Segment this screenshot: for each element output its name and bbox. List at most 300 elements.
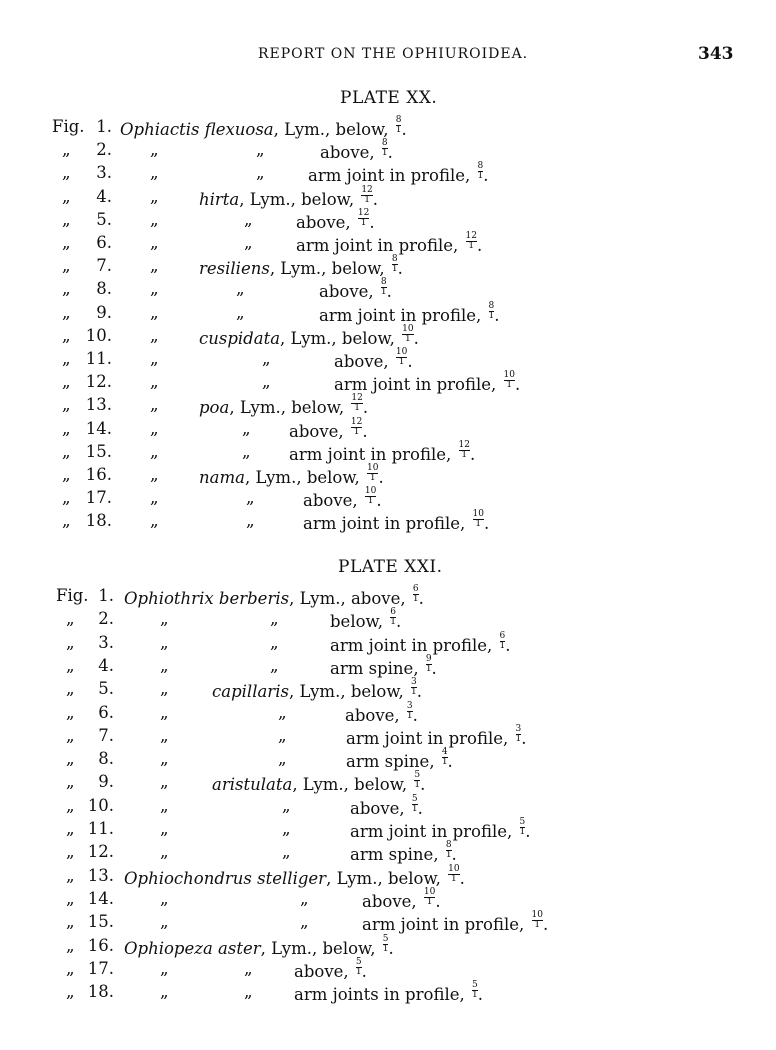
author-citation: , Lym., [280, 328, 342, 348]
magnification-numerator: 10 [448, 863, 460, 874]
ditto-mark: „ [150, 140, 159, 160]
figure-caption: Ophiactis flexuosa, Lym., below, $\frac{8}{1}$ . [120, 115, 407, 139]
view-description: above, $\frac{3}{1}$ . [345, 700, 418, 725]
figure-entry [0, 608, 776, 630]
magnification [361, 186, 372, 205]
species-name: aristulata [212, 775, 293, 795]
ditto-mark: „ [282, 842, 291, 862]
figure-number: 17. [87, 958, 114, 978]
figure-caption: poa, Lym., below, $\frac{12}{1}$ . [199, 393, 369, 418]
genus-name: Ophiochondrus [124, 868, 252, 888]
magnification [392, 255, 398, 274]
magnification-numerator: 9 [425, 653, 432, 664]
figure-number: 12. [85, 372, 112, 392]
ditto-mark: „ [160, 609, 169, 629]
magnification [442, 748, 448, 767]
figure-entry [0, 818, 776, 840]
ditto-mark: „ [62, 465, 71, 484]
ditto-mark: „ [160, 725, 169, 745]
ditto-mark: „ [62, 511, 71, 531]
figure-label: Fig. [56, 586, 89, 605]
magnification-denominator: 1 [361, 195, 372, 205]
ditto-mark: „ [62, 186, 71, 206]
figure-number: 15. [87, 912, 114, 932]
ditto-mark: „ [242, 441, 251, 461]
magnification-denominator: 1 [358, 218, 369, 228]
ditto-mark: „ [270, 609, 279, 629]
figure-entry [0, 302, 776, 324]
ditto-mark: „ [150, 279, 159, 299]
figure-entry [0, 748, 776, 770]
figure-entry [0, 209, 776, 231]
ditto-mark: „ [160, 819, 169, 838]
ditto-mark: „ [300, 912, 309, 932]
ditto-mark: „ [256, 140, 265, 160]
magnification [459, 441, 470, 460]
magnification-denominator: 1 [472, 990, 478, 1001]
ditto-mark: „ [270, 632, 279, 652]
ditto-mark: „ [66, 982, 75, 1002]
figure-entry [0, 655, 776, 677]
genus-name: Ophiopeza [124, 938, 213, 958]
ditto-mark: „ [66, 749, 75, 769]
ditto-mark: „ [256, 163, 265, 183]
ditto-mark: „ [66, 958, 75, 978]
magnification-denominator: 1 [445, 850, 452, 861]
author-citation: , Lym., [239, 189, 302, 209]
magnification [411, 678, 417, 697]
author-citation: , Lym., [244, 468, 307, 487]
ditto-mark: „ [150, 349, 159, 368]
magnification [426, 655, 432, 674]
magnification [448, 865, 459, 884]
figure-number: 9. [98, 772, 114, 792]
figure-number: 1. [98, 586, 114, 605]
view-description: arm spine, $\frac{8}{1}$ . [350, 840, 457, 865]
ditto-mark: „ [262, 349, 271, 368]
magnification-denominator: 1 [515, 733, 522, 744]
figure-caption: resiliens, Lym., below, $\frac{8}{1}$ . [199, 254, 403, 279]
magnification-numerator: 10 [503, 370, 515, 381]
view-description: below, $\frac{6}{1}$ . [330, 607, 402, 632]
ditto-mark: „ [66, 912, 75, 932]
ditto-mark: „ [62, 279, 71, 299]
ditto-mark: „ [270, 655, 279, 675]
figure-entry [0, 981, 776, 1003]
ditto-mark: „ [160, 702, 169, 722]
figure-number: 6. [98, 702, 114, 722]
ditto-mark: „ [160, 795, 169, 815]
ditto-mark: „ [62, 418, 71, 438]
figure-caption: Ophiochondrus stelliger, Lym., below, $\frac{10}{1}$ . [124, 863, 465, 888]
ditto-mark: „ [150, 325, 159, 345]
magnification [351, 394, 362, 413]
view-description: arm joint in profile, $\frac{12}{1}$ . [289, 439, 476, 464]
figure-entry [0, 911, 776, 933]
view-description: below, [387, 868, 441, 888]
magnification-denominator: 1 [477, 171, 484, 182]
view-description: below, [306, 468, 360, 487]
ditto-mark: „ [160, 679, 169, 699]
magnification-denominator: 1 [441, 757, 448, 768]
ditto-mark: „ [62, 256, 71, 276]
running-title: REPORT ON THE OPHIUROIDEA. [258, 46, 529, 62]
figure-number: 2. [96, 140, 112, 160]
magnification-denominator: 1 [488, 310, 495, 321]
magnification-numerator: 12 [458, 439, 470, 450]
ditto-mark: „ [244, 958, 253, 978]
magnification [365, 487, 376, 506]
ditto-mark: „ [160, 632, 169, 652]
magnification-denominator: 1 [390, 617, 396, 628]
ditto-mark: „ [62, 395, 71, 415]
ditto-mark: „ [66, 772, 75, 792]
view-description: arm joint in profile, $\frac{3}{1}$ . [346, 723, 527, 748]
figure-number: 3. [98, 632, 114, 652]
magnification-numerator: 3 [411, 677, 417, 688]
figure-entry [0, 116, 776, 138]
ditto-mark: „ [160, 912, 169, 932]
view-description: below, [354, 775, 408, 795]
magnification-denominator: 1 [448, 874, 459, 884]
figure-number: 15. [85, 441, 112, 461]
page-number: 343 [698, 44, 734, 64]
magnification [407, 702, 413, 721]
ditto-mark: „ [150, 186, 159, 206]
magnification-denominator: 1 [411, 803, 418, 814]
ditto-mark: „ [66, 655, 75, 675]
magnification-numerator: 8 [488, 300, 495, 311]
figure-entry [0, 841, 776, 863]
magnification-numerator: 8 [381, 138, 388, 149]
author-citation: , Lym., [269, 259, 332, 279]
magnification-numerator: 8 [391, 254, 398, 265]
view-description: below, [301, 189, 355, 209]
figure-number: 16. [85, 465, 112, 484]
figure-entry [0, 935, 776, 957]
ditto-mark: „ [62, 163, 71, 183]
magnification-numerator: 5 [411, 793, 418, 804]
ditto-mark: „ [62, 233, 71, 252]
figure-number: 18. [87, 982, 114, 1002]
magnification-numerator: 5 [414, 770, 421, 781]
ditto-mark: „ [160, 749, 169, 769]
magnification-denominator: 1 [367, 473, 378, 483]
species-name: flexuosa [204, 120, 274, 139]
magnification [478, 162, 484, 181]
ditto-mark: „ [150, 256, 159, 276]
figure-entry [0, 441, 776, 463]
figure-entry [0, 795, 776, 817]
ditto-mark: „ [150, 465, 159, 484]
magnification-denominator: 1 [351, 403, 362, 413]
magnification [396, 116, 402, 135]
figure-entry [0, 255, 776, 277]
magnification-numerator: 6 [499, 630, 506, 641]
view-description: arm joint in profile, $\frac{10}{1}$ . [334, 370, 521, 395]
magnification-denominator: 1 [391, 264, 398, 275]
magnification [412, 795, 418, 814]
magnification-denominator: 1 [381, 148, 388, 159]
figure-entry [0, 139, 776, 161]
figure-number: 8. [98, 749, 114, 769]
figure-number: 11. [87, 819, 114, 838]
author-citation: , Lym., [273, 120, 336, 139]
author-citation: , Lym., [292, 775, 355, 795]
figure-number: 14. [85, 418, 112, 438]
ditto-mark: „ [160, 982, 169, 1002]
view-description: arm joint in profile, $\frac{8}{1}$ . [308, 161, 489, 186]
magnification-denominator: 1 [473, 519, 484, 529]
magnification-numerator: 4 [441, 747, 448, 758]
ditto-mark: „ [246, 488, 255, 508]
ditto-mark: „ [282, 795, 291, 815]
magnification-numerator: 12 [350, 416, 363, 427]
magnification-denominator: 1 [402, 334, 413, 344]
magnification-numerator: 10 [531, 910, 543, 921]
ditto-mark: „ [66, 819, 75, 838]
magnification [504, 371, 515, 390]
author-citation: , Lym., [326, 868, 388, 888]
view-description: arm joint in profile, $\frac{10}{1}$ . [362, 910, 549, 935]
magnification-denominator: 1 [395, 125, 402, 135]
author-citation: , Lym., [289, 589, 351, 608]
view-description: below, [335, 120, 389, 139]
ditto-mark: „ [244, 982, 253, 1002]
magnification-numerator: 10 [472, 509, 484, 520]
view-description: arm spine, $\frac{9}{1}$ . [330, 653, 437, 678]
magnification-denominator: 1 [504, 380, 515, 390]
magnification-numerator: 10 [395, 347, 408, 357]
ditto-mark: „ [150, 488, 159, 508]
ditto-mark: „ [66, 795, 75, 815]
ditto-mark: „ [150, 209, 159, 229]
view-description: below, [341, 328, 395, 348]
magnification-numerator: 5 [355, 956, 362, 967]
magnification [367, 464, 378, 483]
ditto-mark: „ [150, 418, 159, 438]
species-name: berberis [218, 589, 290, 608]
species-name: hirta [199, 189, 240, 209]
figure-entry [0, 232, 776, 254]
ditto-mark: „ [150, 441, 159, 461]
plate-title: PLATE XX. [340, 88, 438, 108]
figure-caption: nama, Lym., below, $\frac{10}{1}$ . [199, 463, 384, 487]
ditto-mark: „ [236, 302, 245, 322]
figure-entry [0, 394, 776, 416]
ditto-mark: „ [278, 725, 287, 745]
magnification [446, 841, 452, 860]
ditto-mark: „ [160, 842, 169, 862]
figure-number: 13. [85, 395, 112, 415]
figure-entry [0, 865, 776, 887]
ditto-mark: „ [62, 372, 71, 392]
species-name: resiliens [199, 259, 270, 279]
view-description: above, $\frac{12}{1}$ . [289, 416, 368, 441]
magnification-numerator: 5 [472, 980, 478, 991]
figure-number: 4. [96, 186, 112, 206]
magnification-numerator: 10 [367, 463, 379, 473]
magnification [473, 510, 484, 529]
magnification [383, 935, 389, 954]
figure-number: 8. [96, 279, 112, 299]
figure-number: 18. [85, 511, 112, 531]
view-description: above, $\frac{8}{1}$ . [319, 277, 392, 302]
ditto-mark: „ [62, 441, 71, 461]
magnification-denominator: 1 [414, 780, 421, 791]
figure-entry [0, 678, 776, 700]
ditto-mark: „ [66, 888, 75, 908]
ditto-mark: „ [150, 372, 159, 392]
figure-number: 10. [87, 795, 114, 815]
ditto-mark: „ [300, 888, 309, 908]
magnification-numerator: 8 [445, 840, 452, 851]
view-description: arm joint in profile, $\frac{5}{1}$ . [350, 817, 531, 841]
view-description: below, [322, 938, 376, 958]
author-citation: , Lym., [288, 682, 351, 702]
view-description: above, $\frac{5}{1}$ . [350, 793, 423, 818]
view-description: above, $\frac{5}{1}$ . [294, 956, 367, 981]
ditto-mark: „ [160, 772, 169, 792]
magnification-numerator: 12 [351, 393, 363, 404]
magnification-denominator: 1 [411, 687, 417, 698]
figure-entry [0, 162, 776, 184]
ditto-mark: „ [150, 511, 159, 531]
magnification-denominator: 1 [365, 496, 376, 506]
ditto-mark: „ [150, 233, 159, 252]
ditto-mark: „ [282, 819, 291, 838]
magnification [516, 725, 522, 744]
magnification [358, 209, 369, 228]
figure-entry [0, 278, 776, 300]
magnification-numerator: 3 [515, 723, 522, 734]
figure-number: 10. [85, 325, 112, 345]
figure-entry [0, 771, 776, 793]
magnification [381, 278, 387, 297]
magnification-numerator: 6 [390, 607, 396, 618]
magnification-denominator: 1 [466, 241, 477, 251]
magnification-numerator: 10 [402, 323, 414, 334]
magnification-denominator: 1 [355, 966, 362, 977]
ditto-mark: „ [66, 609, 75, 629]
figure-entry [0, 888, 776, 910]
species-name: nama [199, 468, 245, 487]
magnification [382, 139, 388, 158]
ditto-mark: „ [62, 209, 71, 229]
magnification-numerator: 12 [357, 207, 370, 218]
view-description: above, $\frac{10}{1}$ . [334, 347, 413, 371]
magnification-denominator: 1 [519, 827, 526, 837]
magnification [390, 608, 396, 627]
figure-entry [0, 958, 776, 980]
ditto-mark: „ [244, 209, 253, 229]
view-description: arm spine, $\frac{4}{1}$ . [346, 747, 453, 772]
ditto-mark: „ [66, 679, 75, 699]
view-description: arm joint in profile, $\frac{10}{1}$ . [303, 509, 490, 534]
figure-number: 9. [96, 302, 112, 322]
magnification-denominator: 1 [532, 920, 543, 930]
figure-entry [0, 702, 776, 724]
ditto-mark: „ [150, 163, 159, 183]
figure-number: 4. [98, 655, 114, 675]
view-description: arm joint in profile, $\frac{8}{1}$ . [319, 300, 500, 325]
magnification-denominator: 1 [380, 287, 387, 298]
ditto-mark: „ [66, 935, 75, 955]
magnification-numerator: 8 [477, 161, 484, 172]
magnification-numerator: 8 [395, 115, 402, 125]
magnification-numerator: 12 [465, 231, 477, 241]
ditto-mark: „ [66, 865, 75, 885]
figure-entry [0, 325, 776, 347]
magnification-numerator: 3 [406, 700, 413, 711]
magnification [532, 911, 543, 930]
magnification [520, 818, 526, 837]
figure-label: Fig. [52, 117, 85, 136]
magnification [402, 325, 413, 344]
species-name: stelliger [257, 868, 327, 888]
magnification-numerator: 5 [519, 817, 526, 827]
ditto-mark: „ [244, 233, 253, 252]
figure-number: 7. [96, 256, 112, 276]
plate-title: PLATE XXI. [338, 557, 443, 577]
figure-caption: Ophiothrix berberis, Lym., above, $\frac{6}{1}$ . [124, 584, 424, 608]
figure-entry [0, 464, 776, 486]
magnification-numerator: 12 [361, 184, 373, 195]
figure-entry [0, 510, 776, 532]
figure-number: 17. [85, 488, 112, 508]
view-description: above, $\frac{10}{1}$ . [303, 486, 382, 511]
figure-number: 13. [87, 865, 114, 885]
ditto-mark: „ [160, 888, 169, 908]
view-description: above, $\frac{10}{1}$ . [362, 886, 441, 911]
ditto-mark: „ [262, 372, 271, 392]
figure-number: 1. [96, 117, 112, 136]
view-description: arm joint in profile, $\frac{12}{1}$ . [296, 231, 483, 255]
figure-entry [0, 348, 776, 370]
ditto-mark: „ [66, 725, 75, 745]
author-citation: , Lym., [229, 398, 292, 418]
ditto-mark: „ [62, 302, 71, 322]
magnification-numerator: 6 [412, 584, 419, 594]
ditto-mark: „ [62, 325, 71, 345]
figure-caption: Ophiopeza aster, Lym., below, $\frac{5}{1}$ . [124, 933, 394, 958]
ditto-mark: „ [150, 302, 159, 322]
figure-number: 16. [87, 935, 114, 955]
magnification-denominator: 1 [412, 594, 419, 604]
magnification [351, 418, 362, 437]
magnification-numerator: 10 [364, 486, 377, 497]
ditto-mark: „ [62, 349, 71, 368]
magnification [489, 302, 495, 321]
magnification-denominator: 1 [406, 710, 413, 721]
magnification [356, 958, 362, 977]
figure-number: 2. [98, 609, 114, 629]
magnification-denominator: 1 [459, 450, 470, 460]
magnification-numerator: 10 [423, 886, 436, 897]
view-description: above, $\frac{8}{1}$ . [320, 138, 393, 163]
view-description: below, [350, 682, 404, 702]
figure-caption: hirta, Lym., below, $\frac{12}{1}$ . [199, 184, 379, 209]
ditto-mark: „ [62, 488, 71, 508]
ditto-mark: „ [66, 702, 75, 722]
ditto-mark: „ [160, 958, 169, 978]
view-description: above, [350, 589, 406, 608]
magnification-denominator: 1 [424, 897, 435, 907]
magnification-denominator: 1 [499, 640, 506, 651]
figure-entry [0, 418, 776, 440]
view-description: below, [291, 398, 345, 418]
figure-caption: aristulata, Lym., below, $\frac{5}{1}$ . [212, 770, 426, 795]
